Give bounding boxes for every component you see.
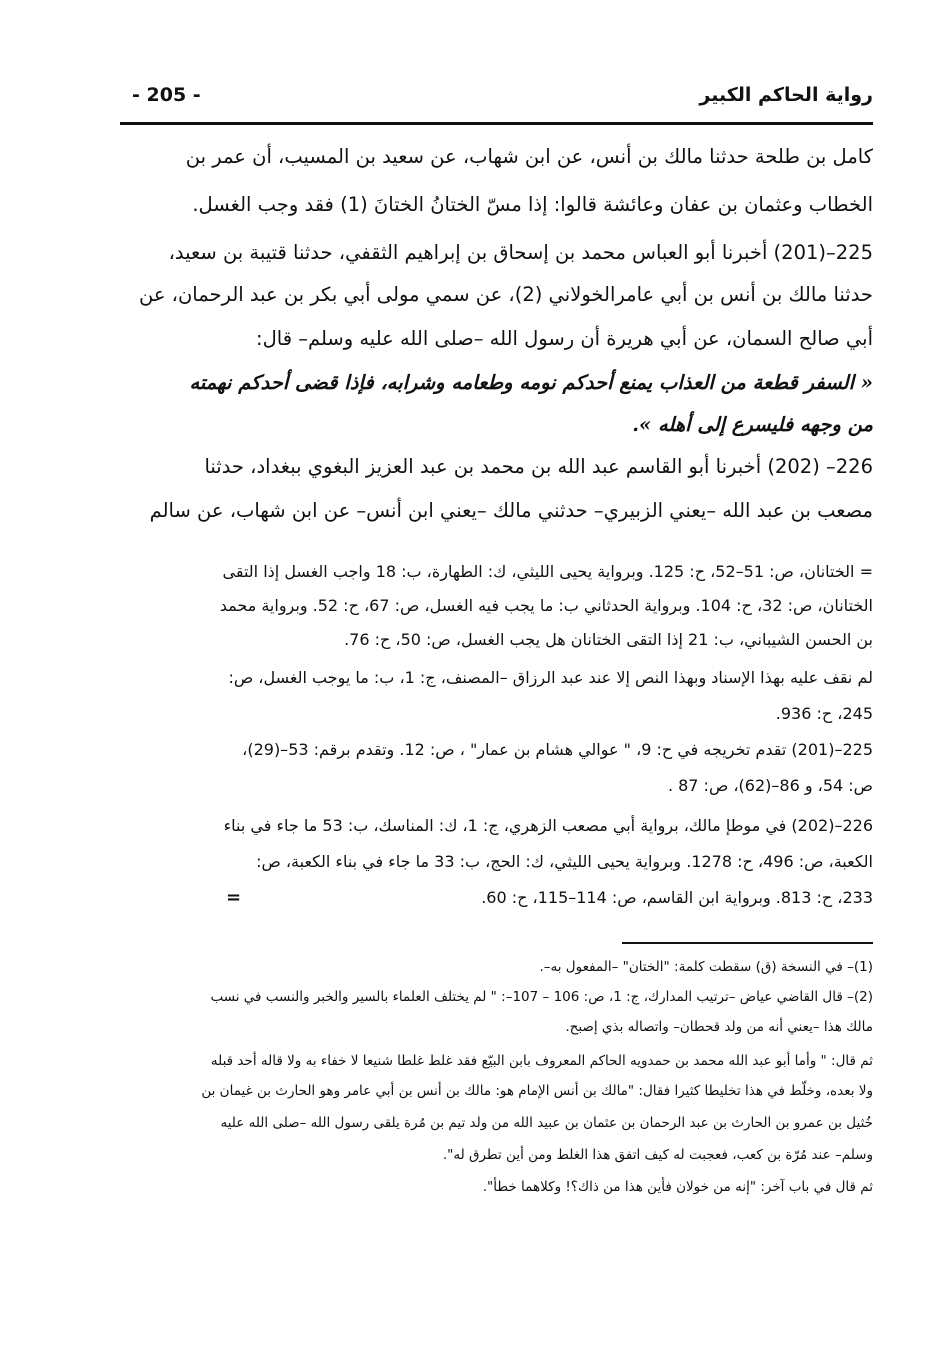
- body-line-2: الخطاب وعثمان بن عفان وعائشة قالوا: إذا مسّ الختانُ الختانَ (1) فقد وجب الغسل.: [192, 193, 873, 216]
- footnote-line-9: الكعبة، ص: 496، ح: 1278. وبرواية يحيى الليثي، ك: الحج، ب: 33 ما جاء في بناء الكعبة، ص:: [256, 852, 873, 871]
- footnote-line-2: الختانان، ص: 32، ح: 104. وبرواية الحدثاني ب: ما يجب فيه الغسل، ص: 67، ح: 52. وبرواية محمد: [219, 596, 873, 615]
- header-rule: [120, 122, 873, 125]
- body-line-4: حدثنا مالك بن أنس بن أبي عامرالخولاني (2)، عن سمي مولى أبي بكر بن عبد الرحمان، عن: [139, 283, 873, 306]
- hadith-line-2: من وجهه فليسرع إلى أهله ».: [632, 413, 873, 436]
- footnote-line-7: ص: 54، و 86–(62)، ص: 87 .: [667, 776, 873, 795]
- body-line-5: أبي صالح السمان، عن أبي هريرة أن رسول الله –صلى الله عليه وسلم– قال:: [256, 327, 873, 350]
- note-line-2: (2)– قال القاضي عياض –ترتيب المدارك، ج: 1، ص: 106 – 107–: " لم يختلف العلماء بالسير والخبر والنسب في نسب: [210, 989, 873, 1005]
- body-line-1: كامل بن طلحة حدثنا مالك بن أنس، عن ابن شهاب، عن سعيد بن المسيب، أن عمر بن: [185, 145, 873, 168]
- body-line-3: 225–(201) أخبرنا أبو العباس محمد بن إسحاق بن إبراهيم الثقفي، حدثنا قتيبة بن سعيد،: [168, 241, 873, 264]
- note-line-6: خُثيل بن عمرو بن الحارث بن عبد الرحمان بن عثمان بن عبيد الله من ولد تيم بن مُرة يلقى رسول الله –صلى الله عليه: [220, 1115, 873, 1131]
- note-line-5: ولا بعده، وخلّط في هذا تخليطا كثيرا فقال: "مالك بن أنس الإمام هو: مالك بن أنس بن أبي عامر وهو الحارث بن غيمان بن: [201, 1083, 873, 1099]
- note-line-1: (1)– في النسخة (ق) سقطت كلمة: "الختان" –المفعول به–.: [539, 959, 873, 975]
- footnote-line-5: 245، ح: 936.: [775, 704, 873, 723]
- footnote-separator: [622, 942, 873, 944]
- note-line-8: ثم قال في باب آخر: "إنه من خولان فأين هذا من ذاك؟! وكلاهما خطأ".: [482, 1179, 873, 1195]
- footnote-line-6: 225–(201) تقدم تخريجه في ح: 9، " عوالي هشام بن عمار" ، ص: 12. وتقدم برقم: 53–(29)،: [242, 740, 873, 759]
- note-line-3: مالك هذا –يعني أنه من ولد قحطان– واتصاله بذي إصبح.: [565, 1019, 873, 1035]
- note-line-7: وسلم– عند مُرّة بن كعب، فعجبت له كيف اتفق هذا الغلط ومن أين تطرق له".: [442, 1147, 873, 1163]
- running-header: [120, 82, 873, 118]
- footnote-line-10: 233، ح: 813. وبرواية ابن القاسم، ص: 114–115، ح: 60.: [481, 888, 873, 907]
- running-title: رواية الحاكم الكبير: [699, 84, 873, 106]
- page-number: - 205 -: [132, 84, 201, 106]
- footnote-line-1: = الختانان، ص: 51–52، ح: 125. وبرواية يحيى الليثي، ك: الطهارة، ب: 18 واجب الغسل إذا التقى: [222, 562, 873, 581]
- body-line-9: مصعب بن عبد الله –يعني الزبيري– حدثني مالك –يعني ابن أنس– عن ابن شهاب، عن سالم: [149, 499, 873, 522]
- footnote-line-8: 226–(202) في موطإ مالك، برواية أبي مصعب الزهري، ج: 1، ك: المناسك، ب: 53 ما جاء في بناء: [223, 816, 873, 835]
- continuation-mark: =: [226, 887, 242, 908]
- footnote-line-4: لم نقف عليه بهذا الإسناد وبهذا النص إلا عند عبد الرزاق –المصنف، ج: 1، ب: ما يوجب الغسل، ص:: [228, 668, 873, 687]
- footnote-line-3: بن الحسن الشيباني، ب: 21 إذا التقى الختانان هل يجب الغسل، ص: 50، ح: 76.: [344, 630, 873, 649]
- note-line-4: ثم قال: " وأما أبو عبد الله محمد بن حمدويه الحاكم المعروف بابن البيّع فقد غلط غلطا شنيعا لا خفاء به ولا قاله أحد قبله: [210, 1053, 873, 1069]
- body-line-8: 226– (202) أخبرنا أبو القاسم عبد الله بن محمد بن عبد العزيز البغوي ببغداد، حدثنا: [204, 455, 873, 478]
- hadith-line-1: « السفر قطعة من العذاب يمنع أحدكم نومه وطعامه وشرابه، فإذا قضى أحدكم نهمته: [189, 371, 873, 394]
